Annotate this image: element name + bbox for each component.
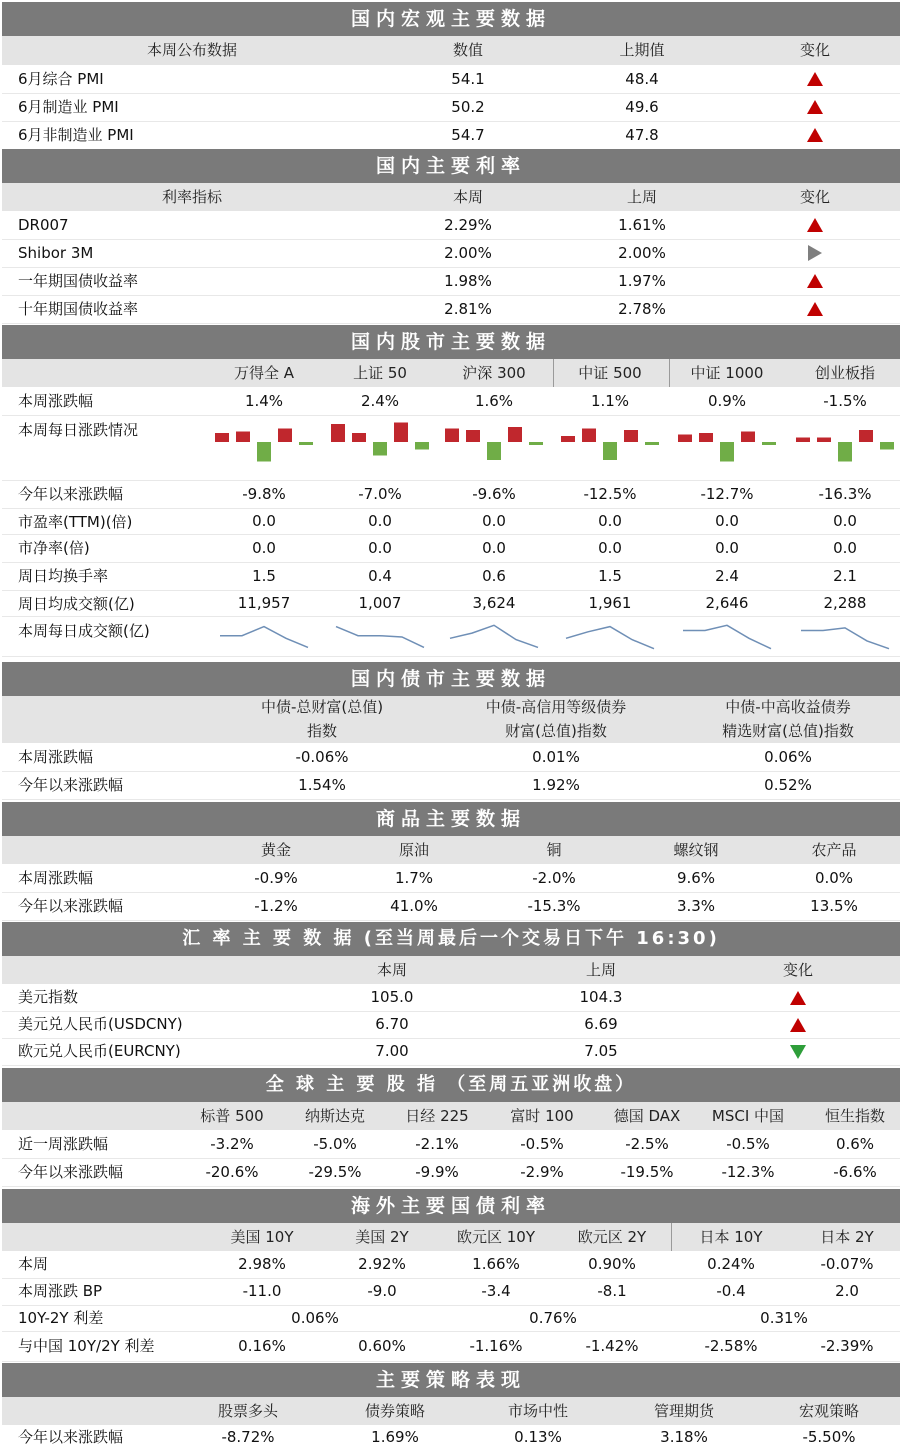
macro-row — [2, 93, 900, 122]
daily-change-bar — [796, 438, 810, 443]
stocks-value: -16.3% — [818, 485, 872, 503]
rates-value: 2.00% — [444, 244, 492, 262]
macro-change-indicator — [795, 121, 835, 149]
commodities-value: 1.7% — [394, 869, 434, 887]
global-header-cell: 标普 500 — [200, 1107, 264, 1125]
stocks-value: -12.7% — [700, 485, 754, 503]
macro-row — [2, 65, 900, 94]
macro-value: 54.1 — [451, 70, 485, 88]
daily-change-bar — [741, 432, 755, 443]
global-value: -20.6% — [205, 1163, 259, 1181]
daily-change-bar — [487, 442, 501, 460]
stocks-value: 0.0 — [482, 512, 506, 530]
overseas-value: 2.98% — [238, 1255, 286, 1273]
bonds-header-line1: 中债-总财富(总值) — [260, 698, 384, 716]
stocks-value: 1.5 — [252, 567, 276, 585]
rates-header-cell: 利率指标 — [161, 188, 222, 206]
rates-row-label: 十年期国债收益率 — [18, 300, 139, 318]
commodities-value: -15.3% — [527, 897, 581, 915]
triangle-up-icon — [790, 1018, 806, 1032]
rates-row — [2, 267, 900, 296]
global-row — [2, 1130, 900, 1159]
bonds-value: 0.06% — [764, 748, 812, 766]
stocks-row — [2, 562, 900, 591]
turnover-sparkline — [450, 625, 538, 647]
stocks-value: 11,957 — [237, 594, 291, 612]
global-value: 0.6% — [835, 1135, 875, 1153]
stocks-index-header: 中证 500 — [578, 364, 642, 382]
triangle-up-icon — [807, 218, 823, 232]
overseas-header-cell: 美国 10Y — [230, 1228, 294, 1246]
fx-change-indicator — [778, 1038, 818, 1065]
stocks-row-label: 今年以来涨跌幅 — [18, 485, 124, 503]
rates-value: 1.98% — [444, 272, 492, 290]
overseas-header-cell: 日本 10Y — [699, 1228, 763, 1246]
stocks-row — [2, 534, 900, 563]
rates-header-cell: 上周 — [626, 188, 657, 206]
rates-prev-value: 2.78% — [618, 300, 666, 318]
triangle-up-icon — [790, 991, 806, 1005]
commodities-header-cell: 农产品 — [811, 841, 857, 859]
section-title-fx: 汇 率 主 要 数 据 (至当周最后一个交易日下午 16:30) — [2, 922, 900, 956]
overseas-header-row — [2, 1223, 900, 1251]
stocks-row-label: 周日均成交额(亿) — [18, 595, 135, 613]
bonds-row-label: 今年以来涨跌幅 — [18, 776, 124, 794]
macro-header-cell: 数值 — [452, 41, 483, 59]
bonds-value: 1.54% — [298, 776, 346, 794]
stocks-value: -1.5% — [823, 392, 867, 410]
daily-change-bar — [880, 442, 894, 450]
commodities-header-cell: 黄金 — [260, 841, 291, 859]
overseas-row-label: 与中国 10Y/2Y 利差 — [18, 1337, 155, 1355]
daily-change-bar — [678, 435, 692, 443]
bonds-value: -0.06% — [295, 748, 349, 766]
daily-change-bar — [352, 433, 366, 442]
overseas-header-cell: 欧元区 10Y — [456, 1228, 536, 1246]
stocks-value: 0.0 — [368, 512, 392, 530]
commodities-value: 13.5% — [810, 897, 858, 915]
global-row-label: 今年以来涨跌幅 — [18, 1163, 124, 1181]
global-header-cell: 纳斯达克 — [304, 1107, 365, 1125]
commodities-row-label: 今年以来涨跌幅 — [18, 897, 124, 915]
commodities-value: -2.0% — [532, 869, 576, 887]
global-row-label: 近一周涨跌幅 — [18, 1135, 109, 1153]
bonds-header-line1: 中债-中高收益债券 — [725, 698, 851, 716]
commodities-header-cell: 螺纹钢 — [673, 841, 719, 859]
daily-change-bar — [257, 442, 271, 462]
global-value: -2.5% — [625, 1135, 669, 1153]
fx-header-cell: 本周 — [376, 961, 407, 979]
macro-header-row — [2, 36, 900, 65]
rates-header-row — [2, 183, 900, 211]
stocks-value: 0.0 — [252, 539, 276, 557]
commodities-header-cell: 原油 — [398, 841, 429, 859]
rates-header-cell: 本周 — [452, 188, 483, 206]
rates-prev-value: 1.61% — [618, 216, 666, 234]
fx-prev-value: 7.05 — [584, 1042, 618, 1060]
overseas-value: -0.4 — [716, 1282, 746, 1300]
global-header-cell: 富时 100 — [510, 1107, 574, 1125]
overseas-value: -8.1 — [597, 1282, 627, 1300]
daily-change-bar — [236, 432, 250, 443]
overseas-row — [2, 1278, 900, 1306]
overseas-header-cell: 日本 2Y — [820, 1228, 874, 1246]
rates-value: 2.81% — [444, 300, 492, 318]
strategies-header-cell: 债券策略 — [364, 1402, 425, 1420]
stocks-row — [2, 480, 900, 509]
macro-change-indicator — [795, 93, 835, 121]
global-value: -19.5% — [620, 1163, 674, 1181]
stocks-value: 3,624 — [472, 594, 516, 612]
overseas-value: -1.42% — [585, 1337, 639, 1355]
macro-value: 54.7 — [451, 126, 485, 144]
bonds-value: 1.92% — [532, 776, 580, 794]
section-title-commodities: 商品主要数据 — [2, 802, 900, 836]
overseas-value: 0.60% — [358, 1337, 406, 1355]
strategies-value: 0.13% — [514, 1428, 562, 1446]
stocks-index-header: 上证 50 — [353, 364, 407, 382]
stocks-value: 0.0 — [598, 539, 622, 557]
strategies-value: -8.72% — [221, 1428, 275, 1446]
rates-row — [2, 295, 900, 324]
daily-change-bar — [624, 430, 638, 442]
triangle-right-icon — [808, 245, 822, 261]
rates-change-indicator — [795, 295, 835, 323]
stocks-value: 0.0 — [482, 539, 506, 557]
global-value: -0.5% — [520, 1135, 564, 1153]
global-value: -0.5% — [726, 1135, 770, 1153]
stocks-row — [2, 415, 900, 481]
turnover-sparkline — [220, 627, 308, 648]
fx-prev-value: 6.69 — [584, 1015, 618, 1033]
daily-change-bar — [373, 442, 387, 456]
commodities-value: -0.9% — [254, 869, 298, 887]
commodities-value: 3.3% — [676, 897, 716, 915]
overseas-value: 0.24% — [707, 1255, 755, 1273]
bonds-header-line1: 中债-高信用等级债券 — [485, 698, 627, 716]
fx-row — [2, 1038, 900, 1066]
stocks-index-header: 沪深 300 — [462, 364, 526, 382]
fx-row — [2, 984, 900, 1012]
daily-change-bar — [299, 442, 313, 445]
macro-value: 50.2 — [451, 98, 485, 116]
strategies-value: -5.50% — [802, 1428, 856, 1446]
overseas-header-cell: 美国 2Y — [355, 1228, 409, 1246]
bonds-value: 0.01% — [532, 748, 580, 766]
daily-change-bar — [561, 436, 575, 442]
bonds-header-line2: 精选财富(总值)指数 — [722, 722, 854, 740]
overseas-row — [2, 1305, 900, 1332]
stocks-row — [2, 590, 900, 617]
fx-row-label: 欧元兑人民币(EURCNY) — [18, 1042, 181, 1060]
turnover-sparkline — [566, 627, 654, 649]
strategies-header-cell: 宏观策略 — [798, 1402, 859, 1420]
stocks-value: 1.5 — [598, 567, 622, 585]
global-value: -9.9% — [415, 1163, 459, 1181]
stocks-value: -9.8% — [242, 485, 286, 503]
overseas-value: 0.16% — [238, 1337, 286, 1355]
rates-row-label: 一年期国债收益率 — [18, 272, 139, 290]
turnover-sparkline — [336, 627, 424, 648]
global-header-cell: MSCI 中国 — [711, 1107, 785, 1125]
fx-prev-value: 104.3 — [579, 988, 623, 1006]
macro-row-label: 6月非制造业 PMI — [18, 126, 134, 144]
daily-change-bar — [762, 442, 776, 445]
rates-row-label: DR007 — [18, 216, 69, 234]
global-header-row — [2, 1102, 900, 1130]
daily-change-bars — [2, 415, 900, 480]
stocks-index-header: 中证 1000 — [690, 364, 764, 382]
fx-value: 6.70 — [375, 1015, 409, 1033]
strategies-header-cell: 管理期货 — [653, 1402, 714, 1420]
column-divider — [669, 359, 670, 387]
global-value: -3.2% — [210, 1135, 254, 1153]
section-title-global: 全 球 主 要 股 指 （至周五亚洲收盘） — [2, 1068, 900, 1102]
daily-change-bar — [720, 442, 734, 462]
rates-value: 2.29% — [444, 216, 492, 234]
section-title-rates: 国内主要利率 — [2, 149, 900, 183]
daily-change-bar — [838, 442, 852, 462]
stocks-value: 1,007 — [358, 594, 402, 612]
stocks-value: 0.9% — [707, 392, 747, 410]
daily-change-bar — [331, 424, 345, 442]
overseas-value: 2.92% — [358, 1255, 406, 1273]
overseas-value: 2.0 — [835, 1282, 859, 1300]
stocks-value: 2.4% — [360, 392, 400, 410]
overseas-value: -1.16% — [469, 1337, 523, 1355]
section-title-macro: 国内宏观主要数据 — [2, 2, 900, 36]
stocks-row-label: 本周每日成交额(亿) — [18, 622, 150, 640]
macro-row-label: 6月制造业 PMI — [18, 98, 119, 116]
stocks-row-label: 本周每日涨跌情况 — [18, 421, 139, 439]
stocks-row — [2, 508, 900, 535]
stocks-value: 1,961 — [588, 594, 632, 612]
section-title-overseas: 海外主要国债利率 — [2, 1189, 900, 1223]
section-title-bonds: 国内债市主要数据 — [2, 662, 900, 696]
macro-prev-value: 49.6 — [625, 98, 659, 116]
bonds-row — [2, 743, 900, 772]
stocks-header-row — [2, 359, 900, 387]
macro-header-cell: 本周公布数据 — [146, 41, 237, 59]
stocks-value: 0.0 — [598, 512, 622, 530]
daily-change-bar — [529, 442, 543, 445]
macro-prev-value: 47.8 — [625, 126, 659, 144]
rates-change-indicator — [795, 211, 835, 239]
stocks-value: 2,288 — [823, 594, 867, 612]
stocks-value: 0.0 — [252, 512, 276, 530]
column-divider — [553, 359, 554, 387]
stocks-value: 2.1 — [833, 567, 857, 585]
triangle-up-icon — [807, 100, 823, 114]
daily-change-bar — [278, 429, 292, 443]
macro-header-cell: 上期值 — [619, 41, 665, 59]
bonds-value: 0.52% — [764, 776, 812, 794]
triangle-up-icon — [807, 302, 823, 316]
commodities-row-label: 本周涨跌幅 — [18, 869, 94, 887]
fx-header-cell: 上周 — [585, 961, 616, 979]
fx-header-row — [2, 956, 900, 984]
overseas-spread-value: 0.31% — [760, 1309, 808, 1327]
stocks-row-label: 周日均换手率 — [18, 567, 109, 585]
global-header-cell: 恒生指数 — [824, 1107, 885, 1125]
stocks-value: 1.6% — [474, 392, 514, 410]
fx-header-cell: 变化 — [782, 961, 813, 979]
fx-change-indicator — [778, 1011, 818, 1038]
daily-change-bar — [859, 430, 873, 442]
global-header-cell: 日经 225 — [405, 1107, 469, 1125]
overseas-value: -9.0 — [367, 1282, 397, 1300]
overseas-row-label: 10Y-2Y 利差 — [18, 1309, 104, 1327]
fx-row — [2, 1011, 900, 1039]
daily-change-bar — [215, 433, 229, 442]
macro-change-indicator — [795, 65, 835, 93]
stocks-index-header: 创业板指 — [814, 364, 875, 382]
strategies-header-cell: 市场中性 — [507, 1402, 568, 1420]
overseas-spread-value: 0.76% — [529, 1309, 577, 1327]
global-value: -6.6% — [833, 1163, 877, 1181]
stocks-value: 0.0 — [833, 512, 857, 530]
daily-turnover-sparklines — [2, 616, 900, 656]
global-value: -12.3% — [721, 1163, 775, 1181]
stocks-value: -7.0% — [358, 485, 402, 503]
global-value: -5.0% — [313, 1135, 357, 1153]
daily-change-bar — [466, 430, 480, 442]
triangle-up-icon — [807, 72, 823, 86]
commodities-value: 9.6% — [676, 869, 716, 887]
macro-prev-value: 48.4 — [625, 70, 659, 88]
daily-change-bar — [415, 442, 429, 450]
stocks-value: 0.0 — [833, 539, 857, 557]
commodities-value: 41.0% — [390, 897, 438, 915]
stocks-row-label: 本周涨跌幅 — [18, 392, 94, 410]
global-value: -29.5% — [308, 1163, 362, 1181]
fx-row-label: 美元指数 — [18, 988, 79, 1006]
stocks-value: -9.6% — [472, 485, 516, 503]
stocks-row-label: 市盈率(TTM)(倍) — [18, 513, 133, 531]
daily-change-bar — [645, 442, 659, 445]
turnover-sparkline — [801, 628, 889, 649]
commodities-row — [2, 892, 900, 921]
triangle-up-icon — [807, 274, 823, 288]
commodities-row — [2, 864, 900, 893]
strategies-row — [2, 1425, 900, 1450]
overseas-row — [2, 1251, 900, 1279]
macro-header-cell: 变化 — [799, 41, 830, 59]
rates-row — [2, 211, 900, 240]
overseas-value: -11.0 — [242, 1282, 282, 1300]
stocks-value: 1.1% — [590, 392, 630, 410]
rates-prev-value: 1.97% — [618, 272, 666, 290]
strategies-header-cell: 股票多头 — [217, 1402, 278, 1420]
overseas-row-label: 本周 — [18, 1255, 49, 1273]
commodities-header-row — [2, 836, 900, 864]
bonds-header-line2: 指数 — [306, 722, 337, 740]
overseas-spread-value: 0.06% — [291, 1309, 339, 1327]
macro-row — [2, 121, 900, 150]
daily-change-bar — [445, 429, 459, 443]
global-value: -2.1% — [415, 1135, 459, 1153]
strategies-value: 1.69% — [371, 1428, 419, 1446]
overseas-header-cell: 欧元区 2Y — [577, 1228, 647, 1246]
rates-header-cell: 变化 — [799, 188, 830, 206]
daily-change-bar — [603, 442, 617, 460]
global-row — [2, 1158, 900, 1187]
daily-change-bar — [699, 433, 713, 442]
triangle-down-icon — [790, 1045, 806, 1059]
column-divider — [671, 1223, 672, 1251]
fx-change-indicator — [778, 984, 818, 1011]
stocks-row — [2, 387, 900, 416]
overseas-value: -3.4 — [481, 1282, 511, 1300]
commodities-header-cell: 铜 — [546, 841, 562, 859]
triangle-up-icon — [807, 128, 823, 142]
bonds-header-line2: 财富(总值)指数 — [505, 722, 607, 740]
rates-change-indicator — [795, 267, 835, 295]
rates-row-label: Shibor 3M — [18, 244, 94, 262]
stocks-value: 1.4% — [244, 392, 284, 410]
section-title-stocks: 国内股市主要数据 — [2, 325, 900, 359]
overseas-value: -2.58% — [704, 1337, 758, 1355]
bonds-header-row — [2, 696, 900, 743]
stocks-value: 2.4 — [715, 567, 739, 585]
overseas-value: 1.66% — [472, 1255, 520, 1273]
strategies-value: 3.18% — [660, 1428, 708, 1446]
overseas-row-label: 本周涨跌 BP — [18, 1282, 103, 1300]
stocks-value: 0.6 — [482, 567, 506, 585]
stocks-value: 2,646 — [705, 594, 749, 612]
bonds-row — [2, 771, 900, 800]
macro-row-label: 6月综合 PMI — [18, 70, 104, 88]
daily-change-bar — [817, 438, 831, 443]
overseas-value: -0.07% — [820, 1255, 874, 1273]
global-header-cell: 德国 DAX — [613, 1107, 681, 1125]
stocks-value: 0.4 — [368, 567, 392, 585]
fx-value: 105.0 — [370, 988, 414, 1006]
commodities-value: 0.0% — [814, 869, 854, 887]
stocks-value: 0.0 — [715, 512, 739, 530]
overseas-row — [2, 1331, 900, 1362]
turnover-sparkline — [683, 625, 771, 648]
stocks-value: -12.5% — [583, 485, 637, 503]
stocks-row — [2, 616, 900, 657]
stocks-index-header: 万得全 A — [233, 364, 295, 382]
daily-change-bar — [394, 423, 408, 443]
fx-value: 7.00 — [375, 1042, 409, 1060]
commodities-value: -1.2% — [254, 897, 298, 915]
overseas-value: -2.39% — [820, 1337, 874, 1355]
strategies-row-label: 今年以来涨跌幅 — [18, 1428, 124, 1446]
rates-change-indicator — [795, 239, 835, 267]
rates-prev-value: 2.00% — [618, 244, 666, 262]
daily-change-bar — [508, 427, 522, 442]
section-title-strategies: 主要策略表现 — [2, 1363, 900, 1397]
rates-row — [2, 239, 900, 268]
strategies-header-row — [2, 1397, 900, 1425]
stocks-row-label: 市净率(倍) — [18, 539, 90, 557]
stocks-value: 0.0 — [368, 539, 392, 557]
stocks-value: 0.0 — [715, 539, 739, 557]
overseas-value: 0.90% — [588, 1255, 636, 1273]
global-value: -2.9% — [520, 1163, 564, 1181]
bonds-row-label: 本周涨跌幅 — [18, 748, 94, 766]
daily-change-bar — [582, 429, 596, 443]
fx-row-label: 美元兑人民币(USDCNY) — [18, 1015, 183, 1033]
